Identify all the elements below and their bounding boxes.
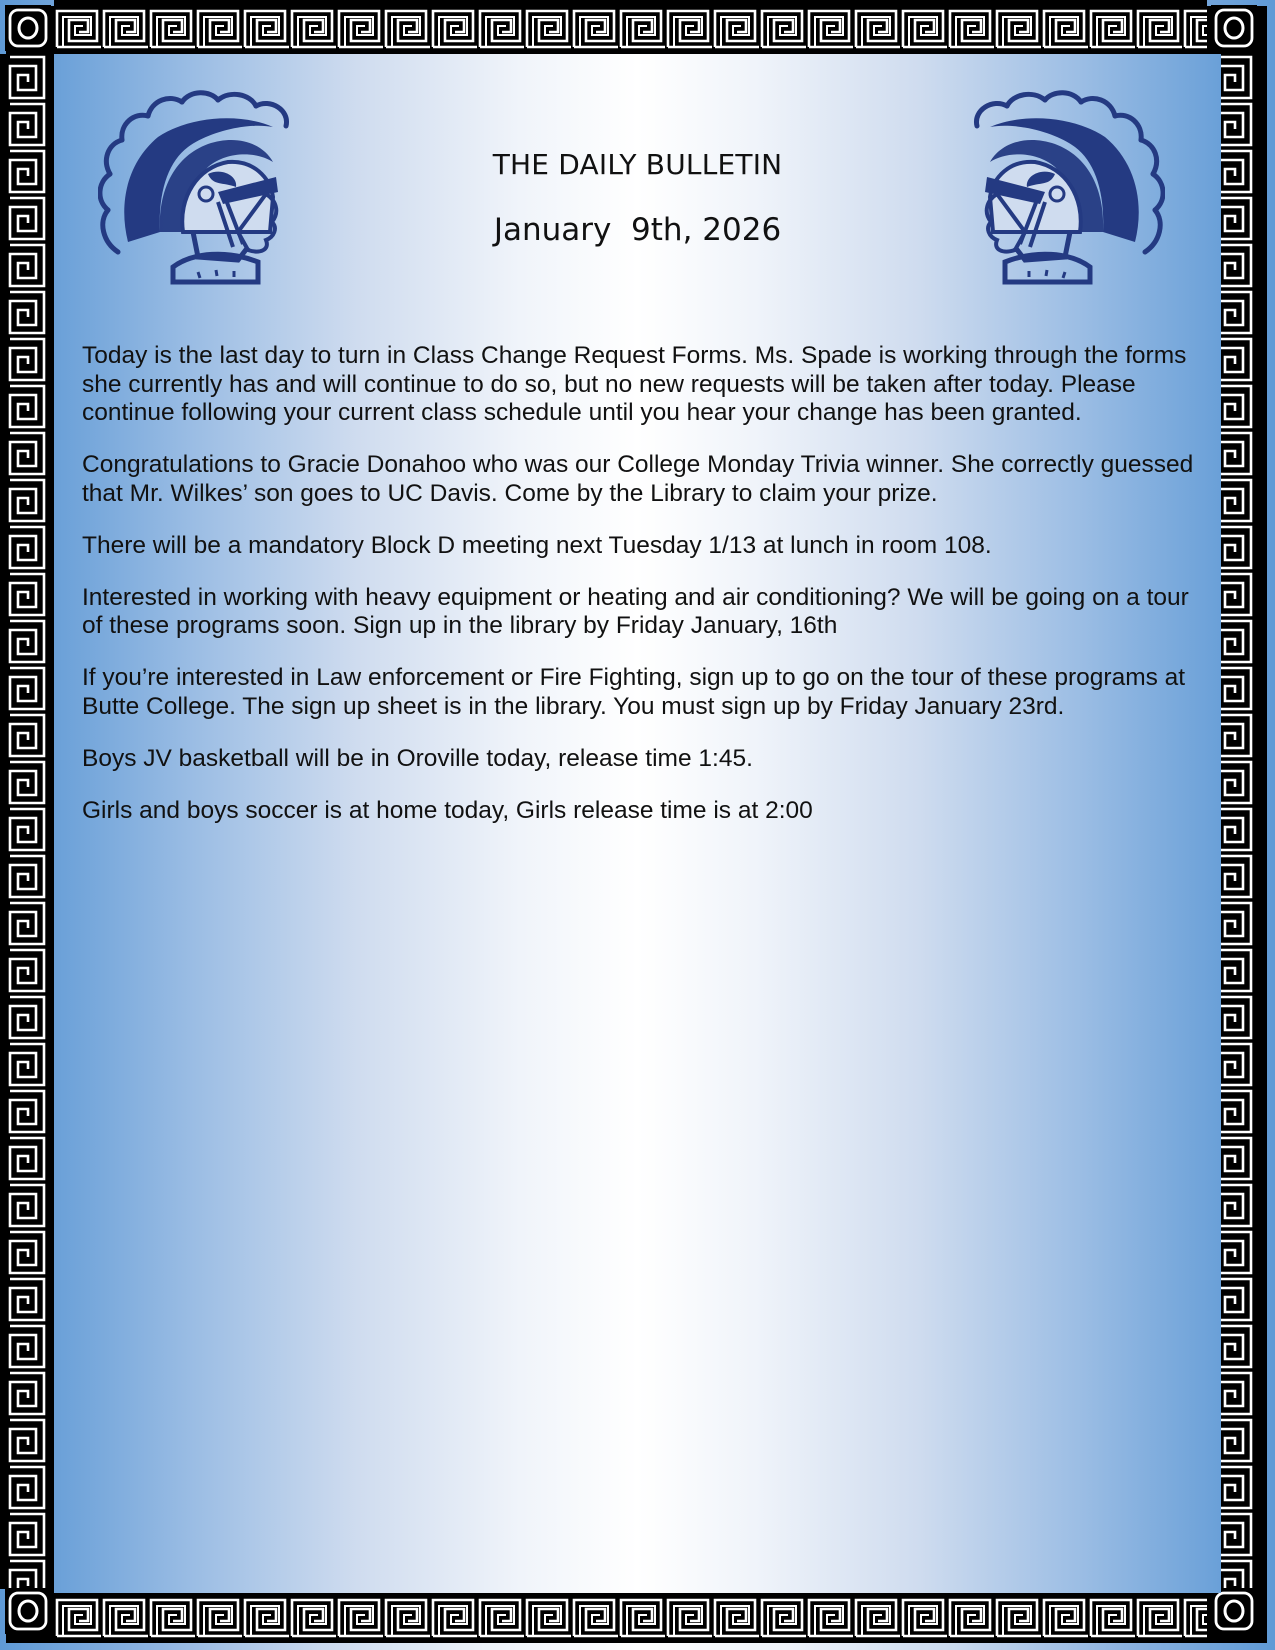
announcement-item: Girls and boys soccer is at home today, Girls release time is at 2:00 — [82, 796, 813, 824]
corner-o-icon — [5, 5, 51, 51]
announcement-item: There will be a mandatory Block D meeting next Tuesday 1/13 at lunch in room 108. — [82, 531, 992, 559]
bulletin-date: January 9th, 2026 — [493, 212, 782, 248]
trojan-helmet-logo-icon — [98, 82, 298, 292]
trojan-helmet-logo-icon — [965, 82, 1165, 292]
announcements-list — [82, 342, 1197, 849]
announcement-item: Today is the last day to turn in Class Change Request Forms. Ms. Spade is working through the forms she currently has and will continue to do so, but no new requests will be taken after today. Please continue following your current class schedule until you hear your change has been granted. — [82, 342, 1187, 426]
border-bottom-greek-key — [54, 1589, 1207, 1643]
corner-o-icon — [5, 1588, 51, 1634]
announcement-item: Interested in working with heavy equipment or heating and air conditioning? We will be going on a tour of these programs soon. Sign up in the library by Friday January, 16th — [82, 583, 1189, 639]
bulletin-title: THE DAILY BULLETIN — [492, 148, 783, 181]
announcement-item: Boys JV basketball will be in Oroville today, release time 1:45. — [82, 744, 753, 772]
announcement-item: Congratulations to Gracie Donahoo who was our College Monday Trivia winner. She correctly guessed that Mr. Wilkes’ son goes to UC Davis. Come by the Library to claim your prize. — [82, 451, 1194, 507]
border-left-greek-key — [0, 54, 54, 1589]
corner-o-icon — [1211, 5, 1257, 51]
corner-o-icon — [1211, 1588, 1257, 1634]
announcement-item: If you’re interested in Law enforcement or Fire Fighting, sign up to go on the tour of these programs at Butte College. The sign up sheet is in the library. You must sign up by Friday January 23rd. — [82, 664, 1186, 720]
border-top-greek-key — [54, 0, 1207, 54]
